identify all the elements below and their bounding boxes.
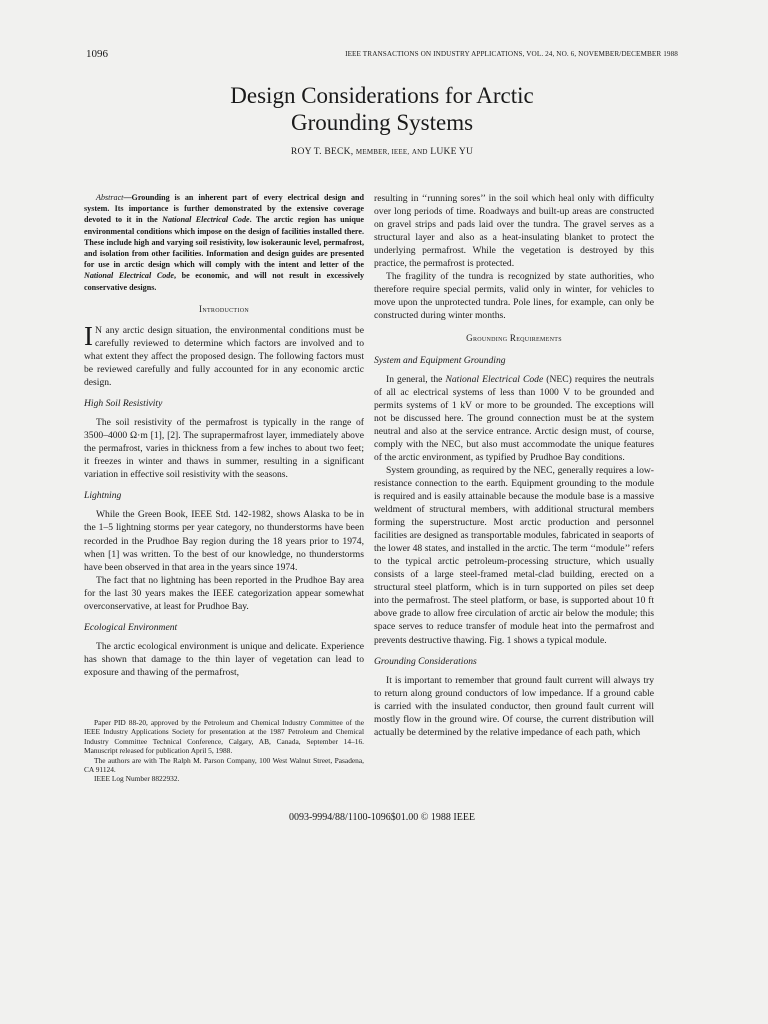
abstract-text-3: , be economic, and will not result in excessively conservative designs. — [84, 271, 364, 292]
journal-name: IEEE TRANSACTIONS ON INDUSTRY APPLICATIONS, VOL. 24, NO. 6, NOVEMBER/DECEMBER 1988 — [345, 50, 678, 58]
system-paragraph-1-nec: National Electrical Code — [445, 373, 544, 385]
footnote-paragraph-3: IEEE Log Number 8822932. — [94, 774, 180, 784]
right-paragraph-2: The fragility of the tundra is recognized by state authorities, who therefore require special permits, valid only in winter, for vehicles to move upon the unprotected tundra. Pole lines, for example, can only be constructed during winter months. — [374, 271, 654, 322]
system-paragraph-1-start: In general, the — [386, 373, 446, 385]
section-heading-grounding-requirements: Grounding Requirements — [466, 333, 562, 344]
right-paragraph-1: resulting in ‘‘running sores’’ in the soil which heal only with difficulty over long periods of time. Roadways and built-up areas are constructed on gravel strips and pads laid over the tundra. The gravel serves as a structural layer and also as a heat-insulating blanket to protect the underlying permafrost. While the vegetation is destroyed by this practice, the permafrost is protected. — [374, 193, 654, 270]
page-number: 1096 — [86, 48, 108, 60]
subsection-heading-grounding-considerations: Grounding Considerations — [374, 655, 477, 667]
section-heading-introduction: Introduction — [199, 303, 249, 314]
subsection-heading-soil: High Soil Resistivity — [84, 398, 163, 410]
abstract-nec-2: National Electrical Code — [84, 271, 174, 281]
running-header — [86, 48, 678, 66]
author-2: LUKE YU — [430, 146, 474, 157]
subsection-heading-system-grounding: System and Equipment Grounding — [374, 354, 506, 366]
author-line — [86, 146, 678, 157]
lightning-paragraph-1: While the Green Book, IEEE Std. 142-1982, shows Alaska to be in the 1–5 lightning storms per year category, no thunderstorms have been recorded in the Prudhoe Bay region during the 18 years prior to 1974, when [1] was written. To the best of our knowledge, no thunderstorms have been observed in that area in the years since 1974. — [84, 509, 364, 573]
footnote-paragraph-1: Paper PID 88-20, approved by the Petroleum and Chemical Industry Committee of the IEEE Industry Applications Society for presentation at the 1987 Petroleum and Chemical Industry Committee Technical Conference, Calgary, AB, Canada, September 14–16. Manuscript released for publication April 5, 1988. — [84, 718, 364, 756]
author-1-membership: MEMBER, IEEE, — [355, 148, 410, 156]
left-column — [84, 192, 364, 679]
abstract — [84, 192, 364, 293]
abstract-text-1: —Grounding is an inherent part of every electrical design and system. Its importance is further demonstrated by the extensive coverage devoted to it in the — [84, 193, 364, 225]
title-line-2: Grounding Systems — [290, 110, 474, 135]
right-column — [374, 192, 654, 739]
copyright-line: 0093-9994/88/1100-1096$01.00 © 1988 IEEE — [288, 812, 476, 823]
intro-paragraph: IN any arctic design situation, the environmental conditions must be carefully reviewed to determine which factors are involved and to what extent they affect the proposed design. The following factors must be reviewed carefully and fully accounted for in any economic arctic design. — [84, 320, 364, 389]
title-line-1: Design Considerations for Arctic — [230, 83, 534, 108]
abstract-text-2: . The arctic region has unique environmental conditions which impose on the design of facilities installed there. These include high and varying soil resistivity, low isokeraunic level, permafrost, and isolation from other facilities. Information and design guides are presented for use in arctic design which will comply with the intent and letter of the — [84, 215, 364, 270]
footnote-paragraph-2: The authors are with The Ralph M. Parson Company, 100 West Walnut Street, Pasadena, CA 91124. — [84, 755, 364, 775]
ecological-paragraph: The arctic ecological environment is unique and delicate. Experience has shown that damage to the thin layer of vegetation can lead to exposure and thawing of the permafrost, — [84, 640, 364, 678]
system-paragraph-1-rest: (NEC) requires the neutrals of all ac electrical systems of less than 1000 V to be grounded and permits systems of 1 kV or more to be grounded. The exceptions will not be discussed here. The ground connection must be at the system neutral and also at the service entrance. Arctic design must, of course, comply with the NEC, but also must accommodate the unique features of the arctic environment, as typified by Prudhoe Bay conditions. — [374, 373, 654, 463]
author-conjunction: AND — [411, 148, 428, 156]
system-paragraph-2: System grounding, as required by the NEC, generally requires a low-resistance connection to the earth. Equipment grounding to the module is required and is easily attainable because the module base is a massive weldment of structural members, with additional structural members forming the superstructure. Most arctic production and personnel facilities are designed as transportable modules, fabricated in seaports of the lower 48 states, and installed in the arctic. The term ‘‘module’’ refers to the typical arctic petroleum-processing structure, which usually consists of a large steel-framed metal-clad building, erected on a structural steel platform, which is in turn supported on piles set deep into the permafrost. The steel platform, or base, is supported about 10 ft above grade to allow free circulation of arctic air below the module; this space serves to reduce transfer of module heat into the permafrost and prevents destructive thawing. Fig. 1 shows a typical module. — [374, 464, 654, 646]
author-1: ROY T. BECK, — [290, 146, 354, 157]
abstract-nec-1: National Electrical Code — [162, 215, 250, 225]
footnote — [84, 718, 364, 784]
subsection-heading-lightning: Lightning — [84, 490, 122, 502]
system-paragraph-1 — [374, 373, 654, 464]
grounding-considerations-paragraph: It is important to remember that ground fault current will always try to return along ground conductors of low impedance. If a ground cable is carried with the insulated conductor, then ground fault current will mostly flow in the ground wire. Of course, the current distribution will actually be determined by the relative impedance of each path, which — [374, 674, 654, 738]
lightning-paragraph-2: The fact that no lightning has been reported in the Prudhoe Bay area for the last 30 years makes the IEEE categorization appear somewhat overconservative, at least for Prudhoe Bay. — [84, 574, 364, 612]
paper-title — [86, 82, 678, 136]
subsection-heading-ecological: Ecological Environment — [84, 621, 178, 633]
abstract-label: Abstract — [96, 193, 124, 202]
soil-paragraph: The soil resistivity of the permafrost is typically in the range of 3500–4000 Ω·m [1], [2]. The suprapermafrost layer, immediately above the permafrost, varies in thickness from a few inches to about two feet; it freezes in winter and thaws in summer, resulting in a significant variation in effective soil resistivity with the seasons. — [84, 417, 364, 481]
